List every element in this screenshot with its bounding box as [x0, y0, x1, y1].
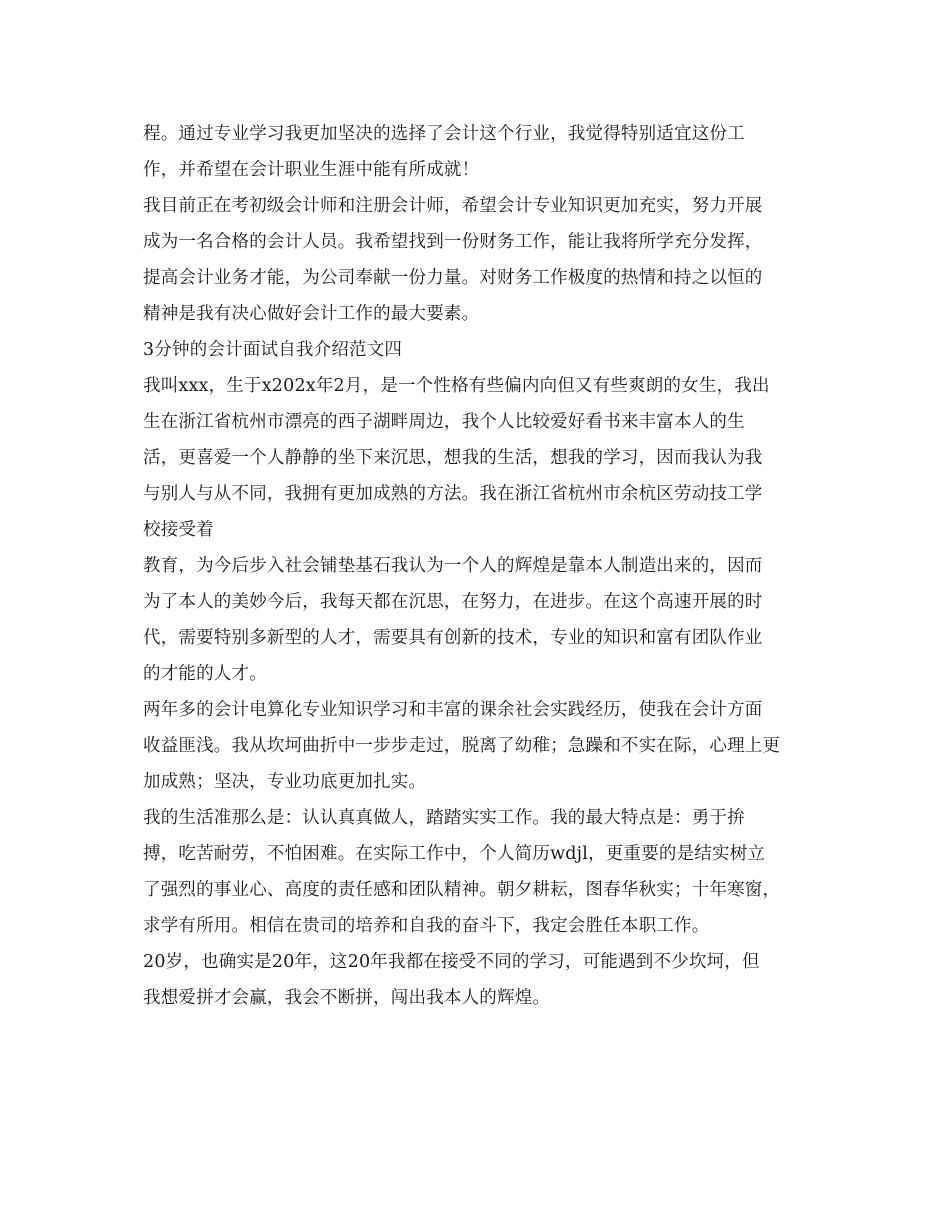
text-line: 教育，为今后步入社会铺垫基石我认为一个人的辉煌是靠本人制造出来的，因而: [143, 556, 763, 576]
text-line: 求学有所用。相信在贵司的培养和自我的奋斗下，我定会胜任本职工作。: [143, 916, 710, 936]
document-body: [143, 116, 808, 1016]
text-line: 两年多的会计电算化专业知识学习和丰富的课余社会实践经历，使我在会计方面: [143, 700, 763, 720]
text-line: 与别人与从不同，我拥有更加成熟的方法。我在浙江省杭州市余杭区劳动技工学: [143, 484, 763, 504]
text-line: 搏，吃苦耐劳，不怕困难。在实际工作中，个人简历wdjl，更重要的是结实树立: [143, 844, 766, 864]
text-line: 提高会计业务才能，为公司奉献一份力量。对财务工作极度的热情和持之以恒的: [143, 268, 763, 288]
text-line: 收益匪浅。我从坎坷曲折中一步步走过，脱离了幼稚；急躁和不实在际，心理上更: [143, 736, 781, 756]
text-line: 为了本人的美妙今后，我每天都在沉思，在努力，在进步。在这个高速开展的时: [143, 592, 763, 612]
text-line: 我想爱拼才会赢，我会不断拼，闯出我本人的辉煌。: [143, 988, 551, 1008]
text-line: 我目前正在考初级会计师和注册会计师，希望会计专业知识更加充实，努力开展: [143, 196, 763, 216]
text-line: 代，需要特别多新型的人才，需要具有创新的技术，专业的知识和富有团队作业: [143, 628, 763, 648]
text-line: 20岁，也确实是20年，这20年我都在接受不同的学习，可能遇到不少坎坷，但: [143, 952, 760, 972]
text-line: 生在浙江省杭州市漂亮的西子湖畔周边，我个人比较爱好看书来丰富本人的生: [143, 412, 745, 432]
text-line: 我叫xxx，生于x202x年2月，是一个性格有些偏内向但又有些爽朗的女生，我出: [143, 376, 770, 396]
text-line: 作，并希望在会计职业生涯中能有所成就！: [143, 160, 480, 180]
text-line: 活，更喜爱一个人静静的坐下来沉思，想我的生活，想我的学习，因而我认为我: [143, 448, 763, 468]
text-line: 加成熟；坚决，专业功底更加扎实。: [143, 772, 427, 792]
text-line: 成为一名合格的会计人员。我希望找到一份财务工作，能让我将所学充分发挥，: [143, 232, 763, 252]
text-line: 程。通过专业学习我更加坚决的选择了会计这个行业，我觉得特别适宜这份工: [143, 124, 745, 144]
text-line: 3分钟的会计面试自我介绍范文四: [143, 340, 403, 360]
text-line: 校接受着: [143, 520, 214, 540]
text-line: 的才能的人才。: [143, 664, 267, 684]
text-line: 我的生活准那么是：认认真真做人，踏踏实实工作。我的最大特点是：勇于拚: [143, 808, 745, 828]
text-line: 精神是我有决心做好会计工作的最大要素。: [143, 304, 480, 324]
text-line: 了强烈的事业心、高度的责任感和团队精神。朝夕耕耘，图春华秋实；十年寒窗，: [143, 880, 781, 900]
